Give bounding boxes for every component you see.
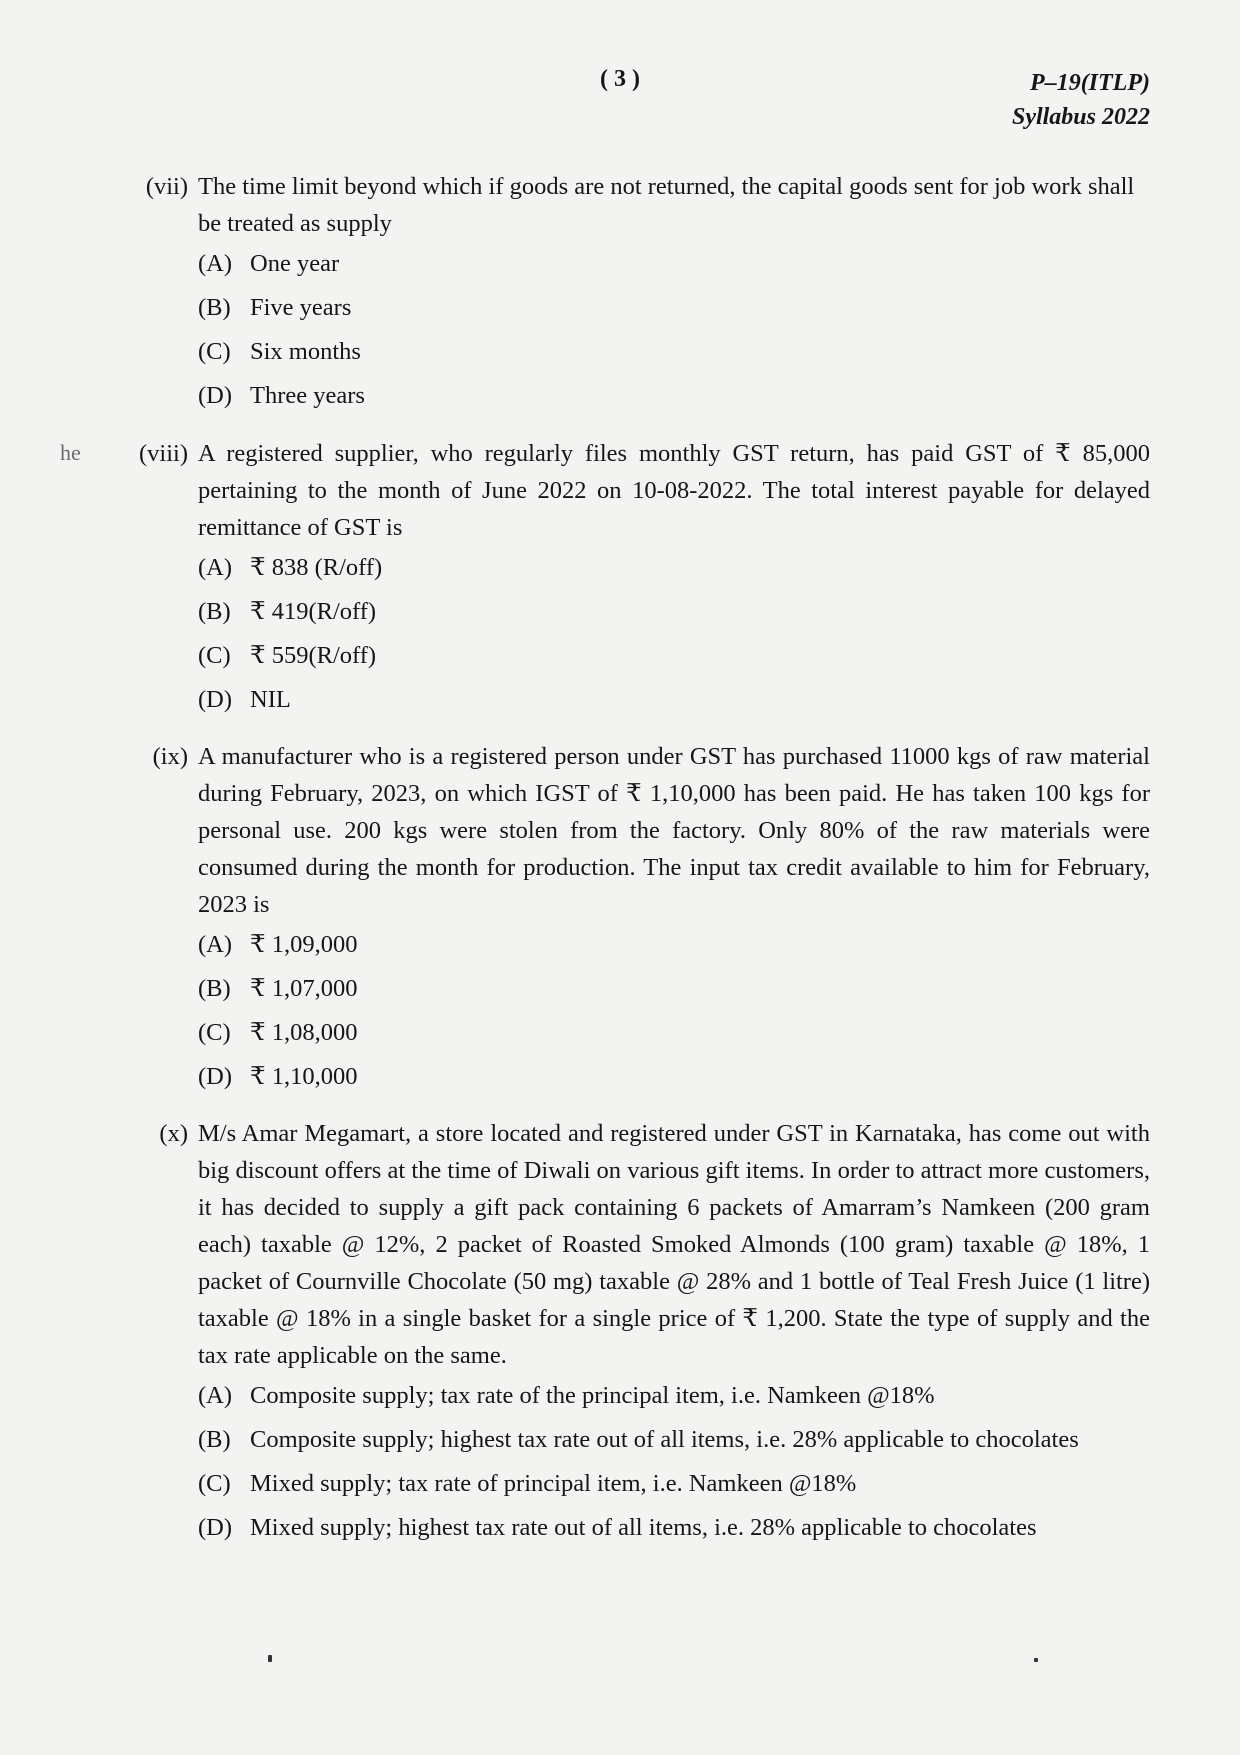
margin-mark: he (60, 440, 81, 465)
option: (C) ₹ 559(R/off) (198, 642, 377, 669)
option: (A) ₹ 838 (R/off) (198, 554, 383, 581)
option: (A) One year (198, 250, 340, 277)
question-number: (vii) (145, 173, 188, 200)
page-number: ( 3 ) (600, 66, 640, 92)
option: (D) NIL (198, 686, 291, 713)
option: (B) Five years (198, 294, 352, 321)
paper-code: P–19(ITLP) (1030, 70, 1150, 96)
option: (A) Composite supply; tax rate of the principal item, i.e. Namkeen @18% (198, 1382, 935, 1409)
question-ix (120, 738, 1150, 1099)
scan-mark (268, 1655, 272, 1662)
option: (B) Composite supply; highest tax rate out of all items, i.e. 28% applicable to chocolates (198, 1426, 1079, 1453)
question-number: (viii) (139, 440, 188, 467)
option: (D) Three years (198, 382, 365, 409)
question-vii (120, 168, 1150, 418)
option: (B) ₹ 1,07,000 (198, 975, 358, 1002)
option-list (198, 546, 1150, 722)
option-list (198, 1374, 1150, 1550)
option: (A) ₹ 1,09,000 (198, 931, 358, 958)
question-text: The time limit beyond which if goods are not returned, the capital goods sent for job work shall be treated as supply (198, 173, 1135, 237)
scan-mark (1034, 1658, 1038, 1662)
option: (C) Six months (198, 338, 361, 365)
syllabus-label: Syllabus 2022 (1011, 104, 1150, 130)
question-viii (120, 435, 1150, 722)
question-text: M/s Amar Megamart, a store located and registered under GST in Karnataka, has come out with big discount offers at the time of Diwali on various gift items. In order to attract more customers, it has decided to supply a gift pack containing 6 packets of Amarram’s Namkeen (200 gram each) taxable @ 12%, 2 packet of Roasted Smoked Almonds (100 gram) taxable @ 18%, 1 packet of Cournville Chocolate (50 mg) taxable @ 28% and 1 bottle of Teal Fresh Juice (1 litre) taxable @ 18% in a single basket for a single price of ₹ 1,200. State the type of supply and the tax rate applicable on the same. (198, 1120, 1150, 1369)
question-x (120, 1115, 1150, 1550)
option: (D) ₹ 1,10,000 (198, 1063, 358, 1090)
option: (C) ₹ 1,08,000 (198, 1019, 358, 1046)
question-text: A registered supplier, who regularly files monthly GST return, has paid GST of ₹ 85,000 pertaining to the month of June 2022 on 10-08-2022. The total interest payable for delayed remittance of GST is (198, 440, 1150, 541)
option-list (198, 923, 1150, 1099)
question-text: A manufacturer who is a registered person under GST has purchased 11000 kgs of raw material during February, 2023, on which IGST of ₹ 1,10,000 has been paid. He has taken 100 kgs for personal use. 200 kgs were stolen from the factory. Only 80% of the raw materials were consumed during the month for production. The input tax credit available to him for February, 2023 is (198, 743, 1150, 918)
question-number: (x) (159, 1120, 188, 1147)
option: (B) ₹ 419(R/off) (198, 598, 377, 625)
paper-header (1012, 66, 1150, 134)
option-list (198, 242, 1150, 418)
option: (C) Mixed supply; tax rate of principal item, i.e. Namkeen @18% (198, 1470, 857, 1497)
option: (D) Mixed supply; highest tax rate out of all items, i.e. 28% applicable to chocolates (198, 1514, 1037, 1541)
question-number: (ix) (152, 743, 188, 770)
